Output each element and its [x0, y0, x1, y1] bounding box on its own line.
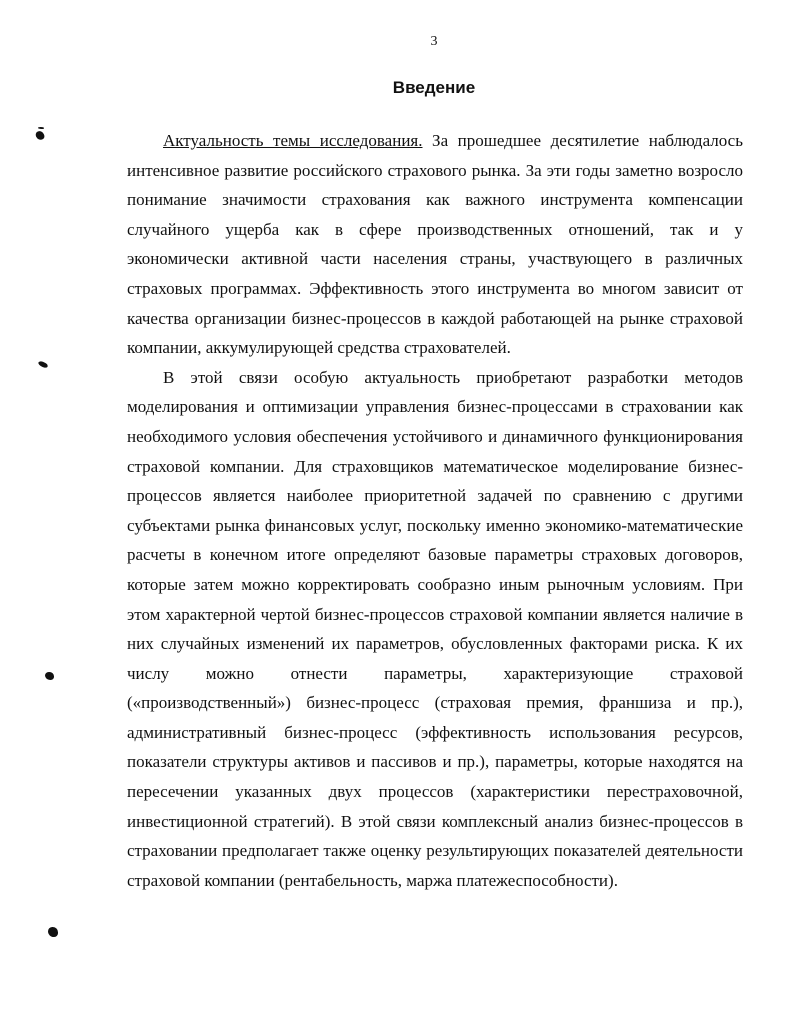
scan-speck — [37, 360, 48, 368]
scan-speck — [34, 130, 45, 142]
document-body — [127, 126, 743, 895]
paragraph-1 — [127, 126, 743, 363]
scan-speck — [38, 127, 44, 129]
paragraph-1-text: За прошедшее десятилетие наблюдалось интенсивное развитие российского страхового рынка. За эти годы заметно возросло понимание значимости страхования как важного инструмента компенсации случайного ущерба как в сфере производственных отношений, так и у экономически активной части населения страны, участвующего в различных страховых программах. Эффективность этого инструмента во многом зависит от качества организации бизнес-процессов в каждой работающей на рынке страховой компании, аккумулирующей средства страхователей. — [127, 131, 743, 358]
scan-speck — [45, 672, 54, 680]
page-number: 3 — [430, 34, 438, 49]
paragraph-2: В этой связи особую актуальность приобретают разработки методов моделирования и оптимизации управления бизнес-процессами в страховании как необходимого условия обеспечения устойчивого и динамичного функционирования страховой компании. Для страховщиков математическое моделирование бизнес-процессов является наиболее приоритетной задачей по сравнению с другими субъектами рынка финансовых услуг, поскольку именно экономико-математические расчеты в конечном итоге определяют базовые параметры страховых договоров, которые затем можно корректировать сообразно иным рыночным условиям. При этом характерной чертой бизнес-процессов страховой компании является наличие в них случайных изменений их параметров, обусловленных факторами риска. К их числу можно отнести параметры, характеризующие страховой («производственный») бизнес-процесс (страховая премия, франшиза и пр.), административный бизнес-процесс (эффективность использования ресурсов, показатели структуры активов и пассивов и пр.), параметры, которые находятся на пересечении указанных двух процессов (характеристики перестраховочной, инвестиционной стратегий). В этой связи комплексный анализ бизнес-процессов в страховании предполагает также оценку результирующих показателей деятельности страховой компании (рентабельность, маржа платежеспособности). — [127, 367, 743, 890]
section-heading: Актуальность темы исследования. — [163, 131, 423, 150]
page-title: Введение — [392, 78, 476, 97]
scan-speck — [48, 927, 58, 937]
